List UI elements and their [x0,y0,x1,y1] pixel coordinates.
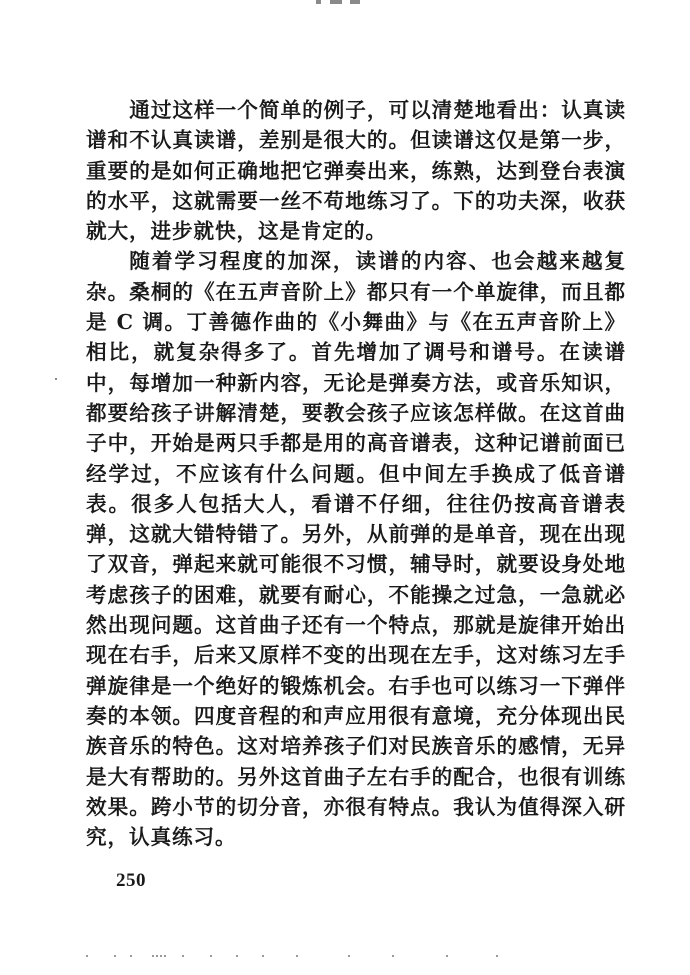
margin-speck [55,378,57,380]
paragraph-2: 随着学习程度的加深，读谱的内容、也会越来越复杂。桑桐的《在五声音阶上》都只有一个单旋律，而且都是 C 调。丁善德作曲的《小舞曲》与《在五声音阶上》相比，就复杂得多了。首先增加了调号和谱号。在读谱中，每增加一种新内容，无论是弹奏方法，或音乐知识，都要给孩子讲解清楚，要教会孩子应该怎样做。在这首曲子中，开始是两只手都是用的高音谱表，这种记谱前面已经学过，不应该有什么问题。但中间左手换成了低音谱表。很多人包括大人，看谱不仔细，往往仍按高音谱表弹，这就大错特错了。另外，从前弹的是单音，现在出现了双音，弹起来就可能很不习惯，辅导时，就要设身处地考虑孩子的困难，就要有耐心，不能操之过急，一急就必然出现问题。这首曲子还有一个特点，那就是旋律开始出现在右手，后来又原样不变的出现在左手，这对练习左手弹旋律是一个绝好的锻炼机会。右手也可以练习一下弹伴奏的本领。四度音程的和声应用很有意境，充分体现出民族音乐的特色。这对培养孩子们对民族音乐的感情，无异是大有帮助的。另外这首曲子左右手的配合，也很有训练效果。跨小节的切分音，亦很有特点。我认为值得深入研究，认真练习。 [86,249,626,850]
body-text [86,95,626,852]
page-number: 250 [116,870,146,891]
bottom-edge-mark [86,953,506,959]
top-edge-mark [316,0,362,6]
paragraph-1: 通过这样一个简单的例子，可以清楚地看出：认真读谱和不认真读谱，差别是很大的。但读谱这仅是第一步，重要的是如何正确地把它弹奏出来，练熟，达到登台表演的水平，这就需要一丝不苟地练习了。下的功夫深，收获就大，进步就快，这是肯定的。 [86,98,626,244]
